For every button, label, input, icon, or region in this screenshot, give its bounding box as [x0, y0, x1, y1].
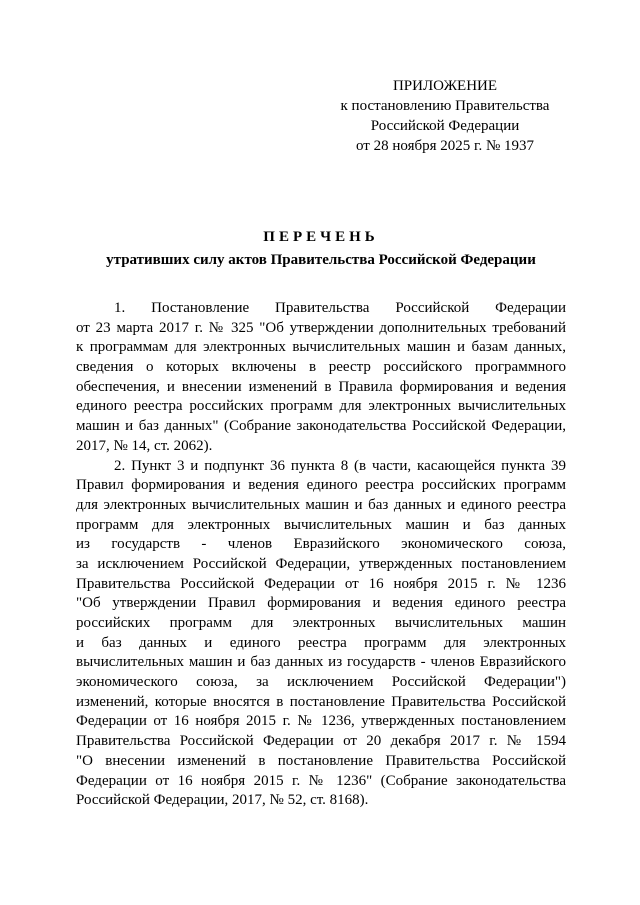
paragraph-line: сведения о которых включены в реестр российского программного	[76, 359, 566, 376]
paragraph-line: Федерации от 16 ноября 2015 г. № 1236, утвержденных постановлением	[76, 713, 566, 730]
paragraph-line: Правительства Российской Федерации от 20 декабря 2017 г. № 1594	[76, 733, 566, 750]
paragraph-line: от 23 марта 2017 г. № 325 "Об утверждении дополнительных требований	[76, 319, 566, 336]
paragraph-line: 2. Пункт 3 и подпункт 36 пункта 8 (в части, касающейся пункта 39	[114, 457, 566, 474]
paragraph-line: за исключением Российской Федерации, утвержденных постановлением	[76, 555, 566, 572]
paragraph-line: из государств - членов Евразийского экономического союза,	[76, 536, 566, 553]
paragraph-line: к программам для электронных вычислительных машин и базам данных,	[76, 339, 566, 356]
document-title: ПЕРЕЧЕНЬ	[263, 229, 379, 245]
paragraph-line: и баз данных и единого реестра программ для электронных	[76, 634, 566, 651]
paragraph-line: Правил формирования и ведения единого реестра российских программ	[76, 477, 566, 494]
paragraph-line: Российской Федерации, 2017, № 52, ст. 8168).	[76, 792, 369, 809]
paragraph-line: "Об утверждении Правил формирования и ведения единого реестра	[76, 595, 566, 612]
appendix-header	[330, 76, 560, 156]
paragraph-line: Правительства Российской Федерации от 16 ноября 2015 г. № 1236	[76, 575, 566, 592]
appendix-date-number: от 28 ноября 2025 г. № 1937	[355, 138, 535, 154]
paragraph-line: для электронных вычислительных машин и баз данных и единого реестра	[76, 496, 566, 513]
paragraph-line: вычислительных машин и баз данных из государств - членов Евразийского	[76, 654, 566, 671]
paragraph-line: программ для электронных вычислительных машин и баз данных	[76, 516, 566, 533]
paragraph-line: изменений, которые вносятся в постановление Правительства Российской	[76, 693, 566, 710]
paragraph-line: 1. Постановление Правительства Российской Федерации	[114, 300, 566, 316]
paragraph-line: обеспечения, и внесении изменений в Правила формирования и ведения	[76, 378, 566, 395]
paragraph-line: 2017, № 14, ст. 2062).	[76, 437, 213, 454]
paragraph-line: единого реестра российских программ для электронных вычислительных	[76, 398, 566, 415]
paragraph-line: машин и баз данных" (Собрание законодательства Российской Федерации,	[76, 418, 566, 435]
appendix-decree-ref: к постановлению Правительства	[340, 98, 550, 114]
document-subtitle: утративших силу актов Правительства Российской Федерации	[106, 252, 536, 268]
paragraph-line: "О внесении изменений в постановление Правительства Российской	[76, 752, 566, 769]
paragraph-line: экономического союза, за исключением Российской Федерации")	[76, 674, 566, 691]
paragraph-line: российских программ для электронных вычислительных машин	[76, 615, 566, 631]
paragraph-line: Федерации от 16 ноября 2015 г. № 1236" (Собрание законодательства	[76, 772, 566, 789]
appendix-label: ПРИЛОЖЕНИЕ	[392, 78, 498, 94]
document-body	[76, 299, 566, 811]
appendix-issuer: Российской Федерации	[370, 118, 520, 134]
